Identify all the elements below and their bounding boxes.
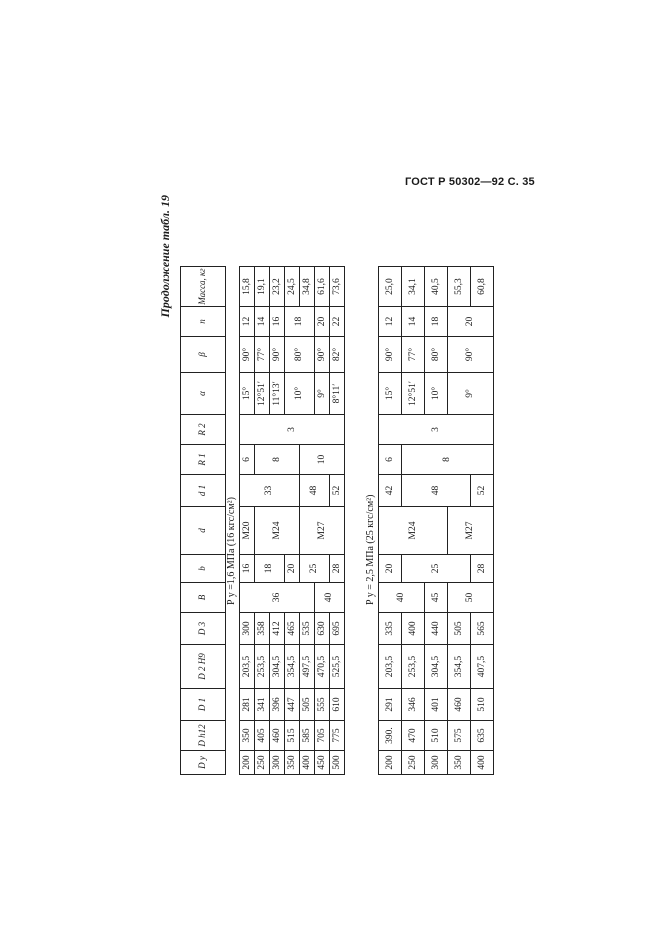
page-header: ГОСТ Р 50302—92 С. 35	[405, 176, 535, 188]
cell-beta: 90°	[270, 337, 285, 373]
cell-mass: 19,1	[255, 267, 270, 307]
cell-dy: 400	[300, 751, 315, 775]
cell-d1: 510	[471, 689, 494, 721]
cell-d: M27	[300, 507, 345, 555]
cell-d1: 346	[402, 689, 425, 721]
col-dy: D y	[181, 751, 226, 775]
cell-mass: 34,8	[300, 267, 315, 307]
cell-d1-small: 42	[379, 475, 402, 507]
cell-r1: 6	[240, 445, 255, 475]
cell-mass: 73,6	[330, 267, 345, 307]
cell-d2: 304,5	[425, 645, 448, 689]
cell-b: 16	[240, 555, 255, 583]
cell-beta: 90°	[448, 337, 494, 373]
cell-d3: 358	[255, 613, 270, 645]
col-b-upper: B	[181, 583, 226, 613]
table-header	[180, 266, 226, 775]
cell-dy: 500	[330, 751, 345, 775]
cell-d3: 695	[330, 613, 345, 645]
cell-d3: 565	[471, 613, 494, 645]
cell-alpha: 15°	[379, 373, 402, 415]
cell-b: 28	[330, 555, 345, 583]
cell-beta: 77°	[402, 337, 425, 373]
cell-dy: 300	[425, 751, 448, 775]
col-mass: Масса, кг	[181, 267, 226, 307]
cell-d12: 510	[425, 721, 448, 751]
col-d3: D 3	[181, 613, 226, 645]
col-d-h12: D h12	[181, 721, 226, 751]
cell-n: 16	[270, 307, 285, 337]
cell-dy: 250	[255, 751, 270, 775]
cell-r1: 10	[300, 445, 345, 475]
cell-b: 18	[255, 555, 285, 583]
cell-mass: 60,8	[471, 267, 494, 307]
cell-d12: 460	[270, 721, 285, 751]
col-alpha: α	[181, 373, 226, 415]
cell-d2: 354,5	[448, 645, 471, 689]
cell-beta: 82°	[330, 337, 345, 373]
cell-d12: 775	[330, 721, 345, 751]
cell-r2: 3	[379, 415, 494, 445]
cell-n: 20	[448, 307, 494, 337]
cell-mass: 15,8	[240, 267, 255, 307]
cell-d1-small: 33	[240, 475, 300, 507]
cell-beta: 77°	[255, 337, 270, 373]
cell-d3: 505	[448, 613, 471, 645]
cell-d2: 354,5	[285, 645, 300, 689]
table-row	[448, 267, 471, 775]
cell-b-upper: 40	[379, 583, 425, 613]
cell-beta: 80°	[285, 337, 315, 373]
cell-b-upper: 36	[240, 583, 315, 613]
cell-n: 18	[425, 307, 448, 337]
cell-b: 20	[285, 555, 300, 583]
cell-mass: 61,6	[315, 267, 330, 307]
cell-d1: 610	[330, 689, 345, 721]
cell-b-upper: 50	[448, 583, 494, 613]
cell-d1: 291	[379, 689, 402, 721]
cell-r2: 3	[240, 415, 345, 445]
cell-alpha: 10°	[425, 373, 448, 415]
cell-beta: 90°	[315, 337, 330, 373]
cell-d2: 203,5	[240, 645, 255, 689]
cell-d2: 497,5	[300, 645, 315, 689]
table-section-2-5	[378, 266, 494, 775]
cell-mass: 40,5	[425, 267, 448, 307]
cell-mass: 24,5	[285, 267, 300, 307]
cell-b: 25	[402, 555, 471, 583]
cell-n: 14	[402, 307, 425, 337]
col-d: d	[181, 507, 226, 555]
cell-d12: 635	[471, 721, 494, 751]
cell-d12: 515	[285, 721, 300, 751]
cell-alpha: 8°11′	[330, 373, 345, 415]
col-r2: R 2	[181, 415, 226, 445]
cell-d3: 535	[300, 613, 315, 645]
cell-n: 12	[379, 307, 402, 337]
cell-d2: 203,5	[379, 645, 402, 689]
cell-d3: 465	[285, 613, 300, 645]
cell-mass: 55,3	[448, 267, 471, 307]
cell-d1: 396	[270, 689, 285, 721]
cell-d: M24	[255, 507, 300, 555]
cell-d3: 300	[240, 613, 255, 645]
cell-r1: 6	[379, 445, 402, 475]
cell-d3: 412	[270, 613, 285, 645]
cell-d12: 350	[240, 721, 255, 751]
cell-d12: 705	[315, 721, 330, 751]
cell-alpha: 12°51′	[402, 373, 425, 415]
cell-dy: 200	[379, 751, 402, 775]
cell-beta: 90°	[379, 337, 402, 373]
col-b-lower: b	[181, 555, 226, 583]
cell-mass: 25,0	[379, 267, 402, 307]
cell-dy: 350	[285, 751, 300, 775]
cell-d1-small: 48	[300, 475, 330, 507]
cell-d2: 253,5	[402, 645, 425, 689]
cell-d2: 525,5	[330, 645, 345, 689]
cell-beta: 80°	[425, 337, 448, 373]
cell-d12: 470	[402, 721, 425, 751]
cell-alpha: 9°	[315, 373, 330, 415]
cell-d: M24	[379, 507, 448, 555]
cell-b: 28	[471, 555, 494, 583]
cell-d12: 585	[300, 721, 315, 751]
cell-alpha: 11°13′	[270, 373, 285, 415]
cell-d3: 335	[379, 613, 402, 645]
cell-d2: 470,5	[315, 645, 330, 689]
cell-d2: 407,5	[471, 645, 494, 689]
cell-n: 20	[315, 307, 330, 337]
cell-dy: 250	[402, 751, 425, 775]
table-row	[255, 267, 270, 775]
cell-alpha: 10°	[285, 373, 315, 415]
col-d2-h9: D 2 H9	[181, 645, 226, 689]
cell-d1: 505	[300, 689, 315, 721]
cell-d1-small: 52	[471, 475, 494, 507]
cell-r1: 8	[402, 445, 494, 475]
cell-d1: 555	[315, 689, 330, 721]
cell-alpha: 15°	[240, 373, 255, 415]
cell-d3: 440	[425, 613, 448, 645]
cell-d1-small: 52	[330, 475, 345, 507]
cell-b-upper: 40	[315, 583, 345, 613]
col-d1-small: d 1	[181, 475, 226, 507]
cell-dy: 450	[315, 751, 330, 775]
cell-d: M27	[448, 507, 494, 555]
cell-d1: 341	[255, 689, 270, 721]
col-r1: R 1	[181, 445, 226, 475]
cell-d12: 405	[255, 721, 270, 751]
cell-d1: 447	[285, 689, 300, 721]
cell-d3: 630	[315, 613, 330, 645]
cell-d12: 390.	[379, 721, 402, 751]
section-title-2-5: P y = 2,5 МПа (25 кгс/см²)	[365, 494, 376, 605]
cell-b: 20	[379, 555, 402, 583]
cell-b-upper: 45	[425, 583, 448, 613]
table-row	[240, 267, 255, 775]
rotated-table-page	[158, 195, 578, 775]
table-caption: Продолжение табл. 19	[158, 195, 172, 318]
cell-dy: 300	[270, 751, 285, 775]
table-row	[379, 267, 402, 775]
section-title-1-6: P y =1,6 МПа (16 кгс/см²)	[226, 497, 237, 605]
col-d1: D 1	[181, 689, 226, 721]
cell-d: M20	[240, 507, 255, 555]
table-section-1-6	[239, 266, 345, 775]
cell-alpha: 12°51′	[255, 373, 270, 415]
cell-d1-small: 48	[402, 475, 471, 507]
cell-d12: 575	[448, 721, 471, 751]
cell-dy: 200	[240, 751, 255, 775]
cell-n: 18	[285, 307, 315, 337]
cell-dy: 400	[471, 751, 494, 775]
cell-d1: 401	[425, 689, 448, 721]
cell-n: 12	[240, 307, 255, 337]
cell-b: 25	[300, 555, 330, 583]
col-n: n	[181, 307, 226, 337]
cell-dy: 350	[448, 751, 471, 775]
cell-d2: 253,5	[255, 645, 270, 689]
cell-beta: 90°	[240, 337, 255, 373]
cell-n: 22	[330, 307, 345, 337]
cell-n: 14	[255, 307, 270, 337]
cell-d2: 304,5	[270, 645, 285, 689]
cell-alpha: 9°	[448, 373, 494, 415]
cell-d3: 400	[402, 613, 425, 645]
col-beta: β	[181, 337, 226, 373]
cell-d1: 460	[448, 689, 471, 721]
cell-r1: 8	[255, 445, 300, 475]
cell-mass: 23,2	[270, 267, 285, 307]
cell-d1: 281	[240, 689, 255, 721]
cell-mass: 34,1	[402, 267, 425, 307]
